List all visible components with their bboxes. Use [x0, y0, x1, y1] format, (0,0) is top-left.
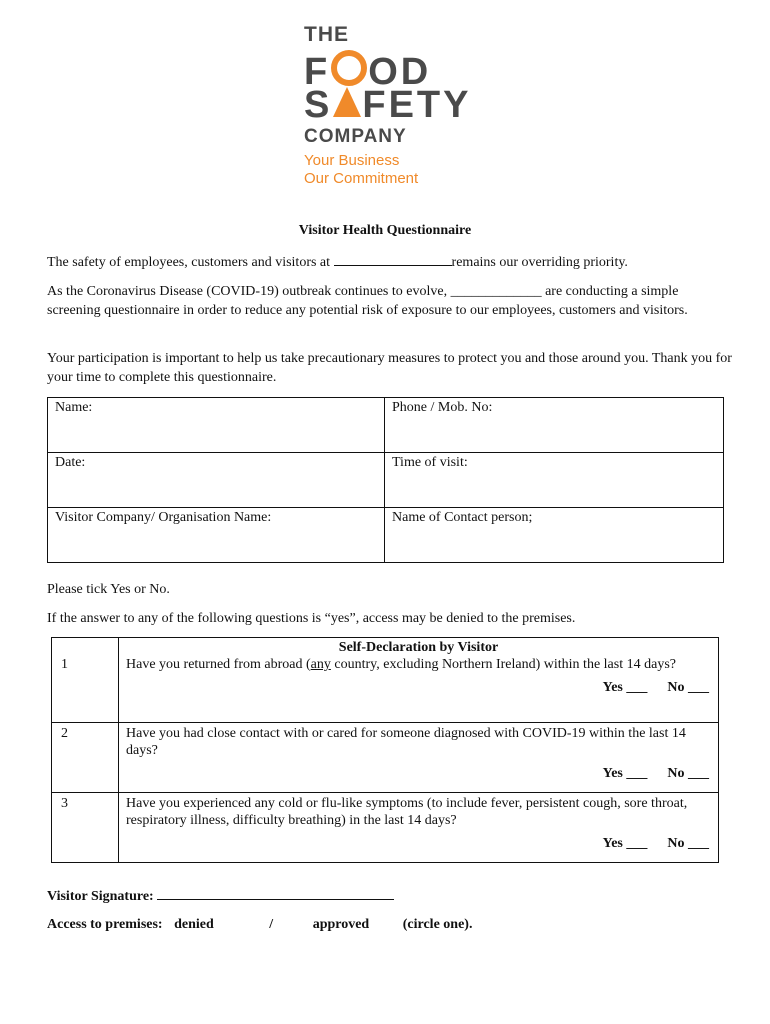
visitor-signature: Visitor Signature:: [47, 887, 394, 905]
question-number: 2: [52, 723, 119, 793]
question-3: Have you experienced any cold or flu-like symptoms (to include fever, persistent cough, sore throat, respiratory illness, difficulty breathing) in the last 14 days? Yes ___ No ___: [119, 793, 719, 863]
circle-one-note: (circle one).: [402, 917, 473, 932]
question-number: 1: [52, 638, 119, 723]
access-to-premises: Access to premises: denied / approved (circle one).: [47, 917, 473, 932]
logo-line-the: THE: [304, 23, 349, 46]
date-field[interactable]: Date:: [48, 453, 385, 508]
access-approved-option[interactable]: approved: [312, 917, 370, 932]
logo-slogan: Your Business Our Commitment: [304, 152, 419, 187]
visitor-info-table: [47, 397, 724, 563]
signature-line[interactable]: [157, 887, 394, 900]
logo-o-ring-icon: [331, 50, 367, 86]
denied-note: If the answer to any of the following questions is “yes”, access may be denied to the premises.: [47, 611, 576, 626]
question-2: Have you had close contact with or cared for someone diagnosed with COVID-19 within the last 14 days? Yes ___ No ___: [119, 723, 719, 793]
question-1: Have you returned from abroad (any country, excluding Northern Ireland) within the last 14 days? Yes ___ No ___: [119, 656, 719, 723]
tick-instruction: Please tick Yes or No.: [47, 582, 170, 597]
company-logo: [304, 24, 474, 194]
yes-no-2[interactable]: Yes ___ No ___: [602, 766, 709, 781]
yes-no-1[interactable]: Yes ___ No ___: [602, 680, 709, 695]
company-name-blank[interactable]: [334, 253, 452, 266]
self-declaration-table: [51, 637, 719, 863]
yes-no-3[interactable]: Yes ___ No ___: [602, 836, 709, 851]
logo-line-food: F OD: [304, 51, 432, 93]
phone-field[interactable]: Phone / Mob. No:: [385, 398, 724, 453]
logo-line-company: COMPANY: [304, 126, 407, 147]
access-slash: /: [269, 917, 274, 932]
question-number: 3: [52, 793, 119, 863]
time-of-visit-field[interactable]: Time of visit:: [385, 453, 724, 508]
declaration-header: Self-Declaration by Visitor: [119, 638, 719, 657]
company-field[interactable]: Visitor Company/ Organisation Name:: [48, 508, 385, 563]
intro-paragraph-1: The safety of employees, customers and visitors at remains our overriding priority.: [47, 255, 628, 270]
logo-line-safety: S FETY: [304, 84, 472, 126]
page-title: Visitor Health Questionnaire: [298, 223, 472, 238]
name-field[interactable]: Name:: [48, 398, 385, 453]
logo-triangle-icon: [333, 87, 361, 117]
contact-person-field[interactable]: Name of Contact person;: [385, 508, 724, 563]
access-denied-option[interactable]: denied: [174, 917, 214, 932]
intro-paragraph-2: As the Coronavirus Disease (COVID-19) outbreak continues to evolve, _____________ are conducting a simple screening questionnaire in order to reduce any potential risk of exposure to our employees, customers and visitors.: [47, 284, 688, 318]
intro-paragraph-3: Your participation is important to help us take precautionary measures to protect you and those around you. Thank you for your time to complete this questionnaire.: [47, 351, 732, 385]
